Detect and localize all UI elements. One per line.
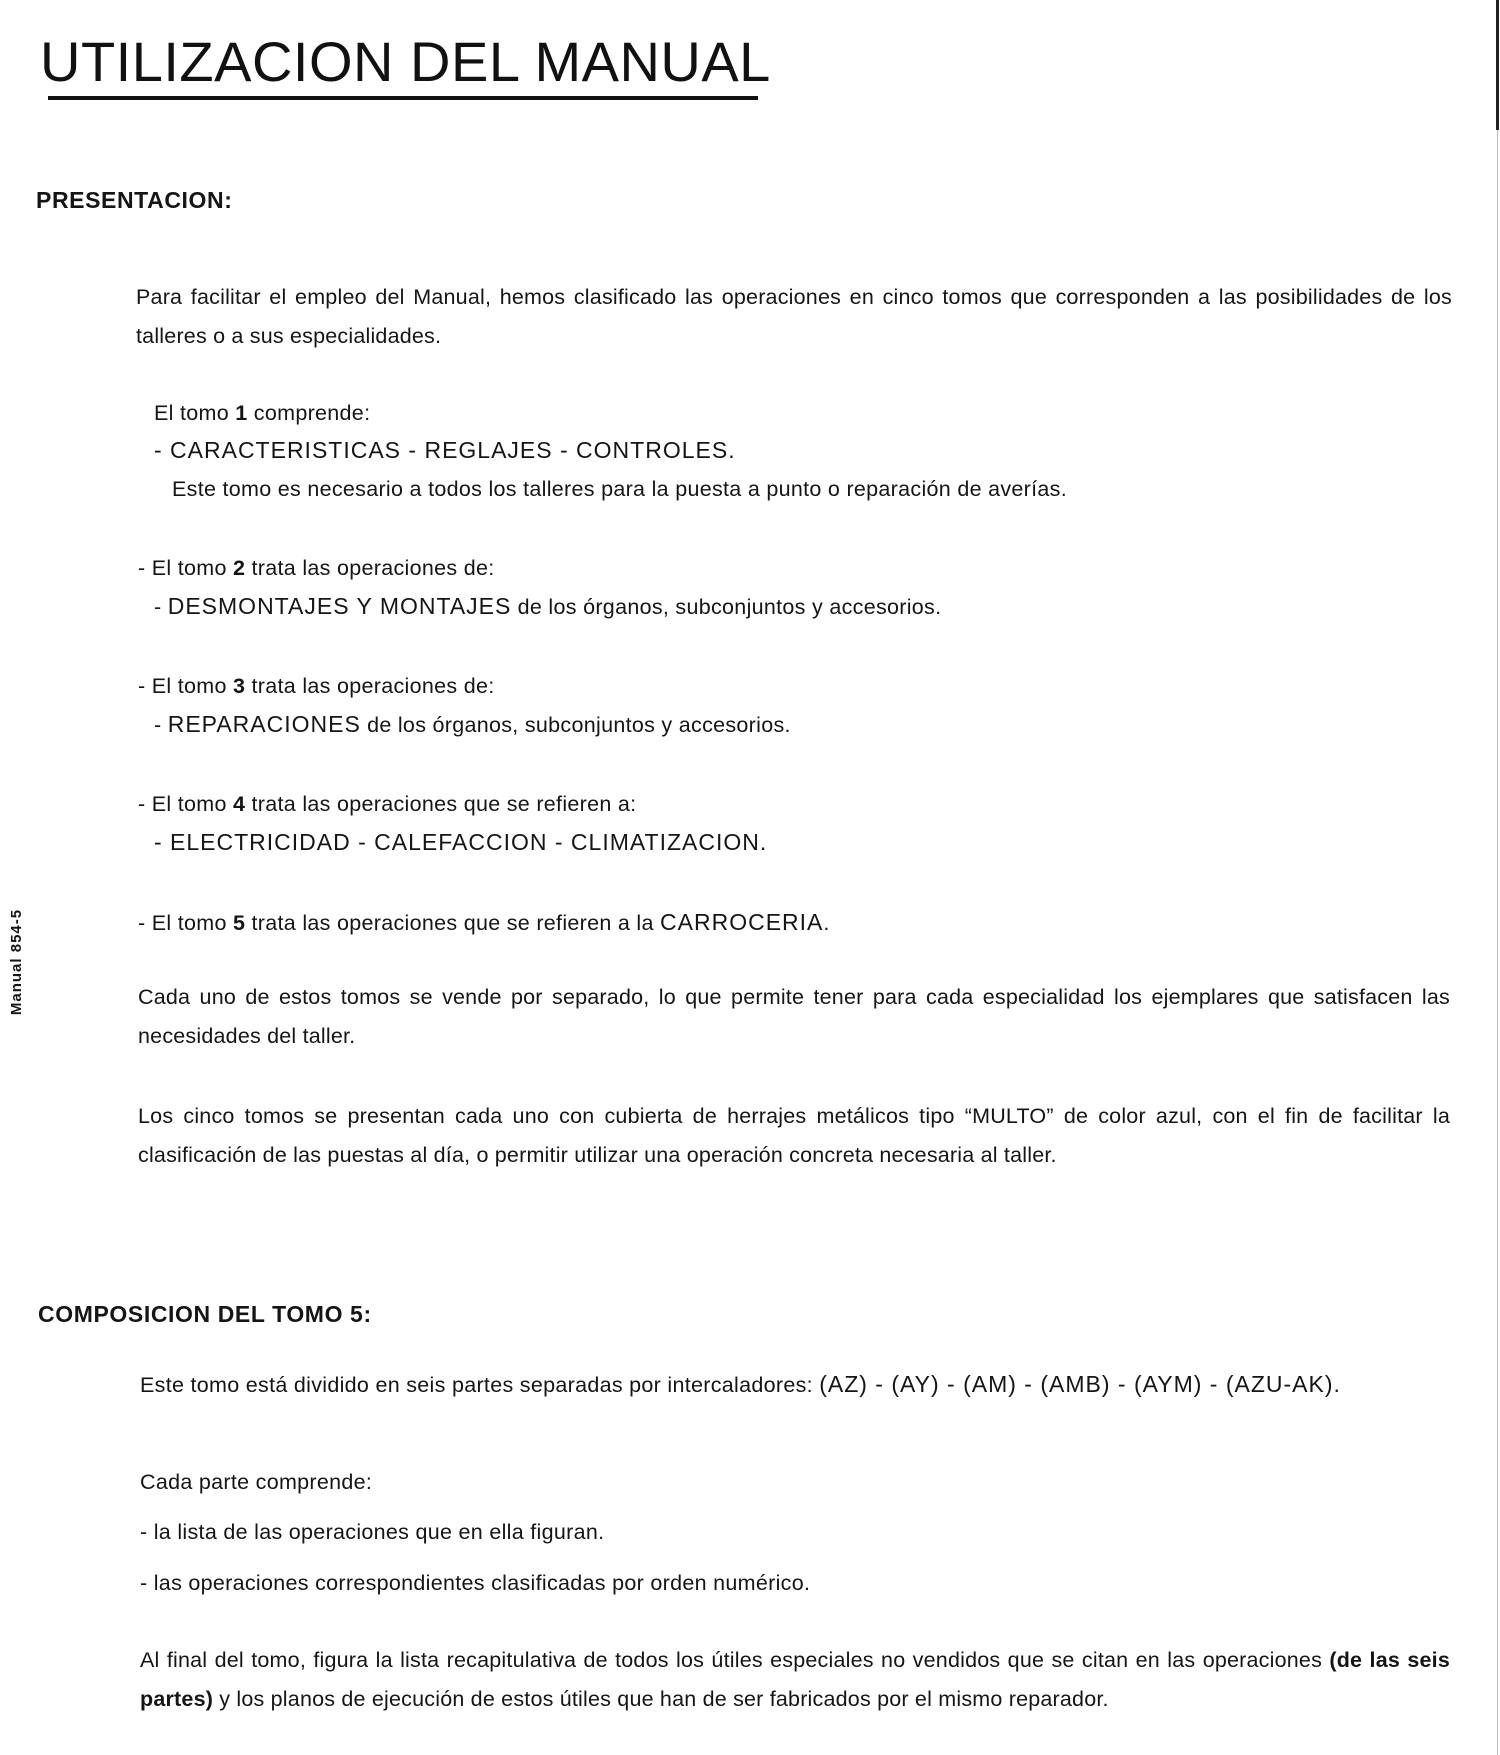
- page-edge-line: [1497, 130, 1498, 1755]
- tomo3-line: - El tomo 3 trata las operaciones de:: [138, 674, 495, 698]
- tomo2-line: - El tomo 2 trata las operaciones de:: [138, 556, 495, 580]
- tomo5-line: - El tomo 5 trata las operaciones que se refieren a la CARROCERIA.: [138, 909, 830, 935]
- section-heading-composicion: COMPOSICION DEL TOMO 5:: [38, 1301, 372, 1327]
- tomo4-item: - ELECTRICIDAD - CALEFACCION - CLIMATIZACION.: [154, 829, 768, 855]
- paragraph-final: Al final del tomo, figura la lista recapitulativa de todos los útiles especiales no vendidos que se citan en las operaciones (de las seis partes) y los planos de ejecución de estos útiles que han de ser fabricados por el mismo reparador.: [140, 1648, 1450, 1711]
- tomo1-line: El tomo 1 comprende:: [154, 401, 371, 425]
- tomo2-item: - DESMONTAJES Y MONTAJES de los órganos, subconjuntos y accesorios.: [154, 593, 942, 619]
- cada-parte-line: Cada parte comprende:: [140, 1470, 373, 1494]
- tomo4-line: - El tomo 4 trata las operaciones que se refieren a:: [138, 792, 637, 816]
- section-heading-presentacion: PRESENTACION:: [36, 187, 233, 213]
- tomo1-item: - CARACTERISTICAS - REGLAJES - CONTROLES.: [154, 437, 736, 463]
- paragraph-multo: Los cinco tomos se presentan cada uno con cubierta de herrajes metálicos tipo “MULTO” de color azul, con el fin de facilitar la clasificación de las puestas al día, o permitir utilizar una operación concreta necesaria al taller.: [138, 1104, 1450, 1167]
- side-label: Manual 854-5: [8, 908, 25, 1016]
- intro-paragraph: Para facilitar el empleo del Manual, hemos clasificado las operaciones en cinco tomos que corresponden a las posibilidades de los talleres o a sus especialidades.: [136, 285, 1452, 348]
- page-title: UTILIZACION DEL MANUAL: [40, 30, 771, 93]
- division-line: Este tomo está dividido en seis partes separadas por intercaladores: (AZ) - (AY) - (AM) - (AMB) - (AYM) - (AZU-AK).: [140, 1371, 1341, 1397]
- page-edge-bar: [1496, 0, 1499, 130]
- tomo3-item: - REPARACIONES de los órganos, subconjuntos y accesorios.: [154, 711, 791, 737]
- title-underline: [48, 96, 758, 100]
- tomo1-note: Este tomo es necesario a todos los talleres para la puesta a punto o reparación de averías.: [172, 477, 1067, 501]
- list-item: - la lista de las operaciones que en ella figuran.: [140, 1520, 605, 1544]
- list-item: - las operaciones correspondientes clasificadas por orden numérico.: [140, 1571, 811, 1595]
- paragraph-separado: Cada uno de estos tomos se vende por separado, lo que permite tener para cada especialidad los ejemplares que satisfacen las necesidades del taller.: [138, 985, 1450, 1048]
